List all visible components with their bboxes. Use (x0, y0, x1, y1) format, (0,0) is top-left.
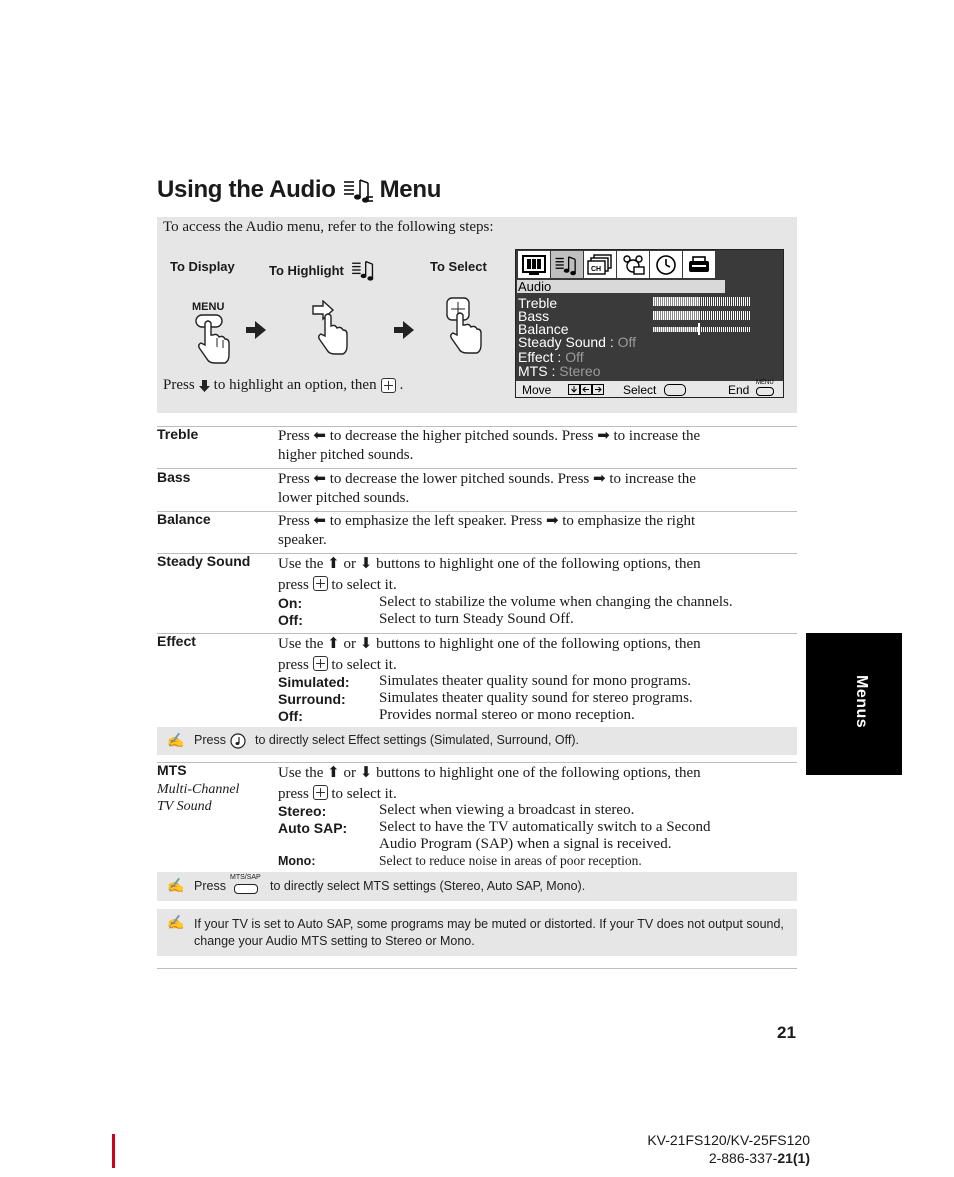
select-button-icon (313, 576, 328, 591)
press-after-text: to highlight an option, then (213, 377, 377, 393)
mts-subtitle-line2: TV Sound (157, 799, 212, 814)
option-mono: Mono: (278, 854, 316, 868)
to-select-label: To Select (430, 259, 487, 274)
side-tab (806, 633, 902, 775)
tv-menu-iconbar (518, 251, 715, 278)
desc-mts: Use the ⬆︎ or ⬇︎ buttons to highlight one of the following options, then press to select it. (278, 765, 701, 802)
term-bass: Bass (157, 469, 191, 485)
pencil-note-icon: ✍ (167, 732, 185, 748)
tv-item-mts: MTS : Stereo (518, 363, 601, 379)
mts-sap-button-label: MTS/SAP (230, 874, 261, 881)
desc-steady-sound: Use the ⬆︎ or ⬇︎ buttons to highlight one of the following options, then press to select it. (278, 556, 701, 593)
option-auto-sap: Auto SAP: (278, 820, 348, 836)
model-line2: 2-886-337-21(1) (708, 1150, 810, 1166)
audio-note-icon (348, 259, 380, 281)
model-line1: KV-21FS120/KV-25FS120 (647, 1132, 810, 1148)
timer-icon (650, 251, 682, 278)
hand-press-icon (191, 313, 235, 365)
auto-sap-note (157, 909, 797, 956)
audio-note-icon (342, 177, 374, 203)
select-button-icon (313, 785, 328, 800)
mts-note-text: to directly select MTS settings (Stereo, Auto SAP, Mono). (270, 879, 586, 893)
option-surround: Surround: (278, 691, 346, 707)
mts-sap-button-icon (234, 884, 258, 894)
option-effect-off-desc: Provides normal stereo or mono reception. (379, 707, 635, 723)
arrow-down-icon: ⬇︎ (359, 556, 373, 572)
page-number: 21 (777, 1023, 796, 1042)
page-title (157, 176, 441, 204)
desc-bass: Press ⬅︎ to decrease the lower pitched sounds. Press ➡︎ to increase the lower pitched sounds. (278, 471, 696, 506)
sound-effect-button-icon (230, 733, 246, 749)
tv-audio-menu-screen (515, 249, 784, 398)
picture-icon (518, 251, 550, 278)
red-margin-bar (112, 1134, 115, 1168)
option-off-desc: Select to turn Steady Sound Off. (379, 611, 574, 627)
tv-footer-select: Select (623, 383, 657, 397)
option-surround-desc: Simulates theater quality sound for stereo programs. (379, 690, 693, 706)
channel-icon (584, 251, 616, 278)
arrow-right-icon: ➡︎ (597, 428, 610, 444)
arrow-right-icon: ➡︎ (593, 471, 606, 487)
auto-sap-note-line2: change your Audio MTS setting to Stereo or Mono. (194, 934, 475, 948)
tv-item-balance: Balance (518, 321, 569, 337)
arrow-right-icon (394, 321, 414, 339)
effect-note-text: to directly select Effect settings (Simulated, Surround, Off). (255, 733, 579, 747)
menu-button-label: MENU (192, 301, 225, 313)
menu-press-illustration (191, 301, 235, 365)
press-end-text: . (399, 377, 404, 393)
balance-level-meter (653, 327, 750, 332)
tv-menu-header: Audio (517, 280, 725, 293)
svg-text:CH: CH (591, 265, 602, 273)
bass-level-meter (653, 311, 750, 320)
tv-footer-move: Move (522, 383, 552, 397)
mts-subtitle-line1: Multi-Channel (157, 782, 240, 797)
option-effect-off: Off: (278, 708, 303, 724)
setup-icon (683, 251, 715, 278)
tv-footer-menu-small: MENU (756, 380, 774, 386)
option-auto-sap-desc: Select to have the TV automatically switch to a Second (379, 819, 711, 835)
arrow-up-icon: ⬆︎ (327, 765, 340, 781)
tv-item-steady-sound: Steady Sound : Off (518, 334, 637, 350)
menu-button-icon (756, 387, 774, 396)
title-text-after: Menu (379, 176, 442, 203)
term-treble: Treble (157, 426, 199, 442)
effect-note-press: Press (194, 733, 226, 747)
select-button-icon (381, 378, 396, 393)
arrow-up-icon: ⬆︎ (327, 636, 340, 652)
option-auto-sap-desc-2: Audio Program (SAP) when a signal is received. (379, 836, 672, 852)
audio-icon (551, 251, 583, 278)
treble-level-meter (653, 297, 750, 306)
pencil-note-icon: ✍ (167, 877, 185, 893)
steps-instruction (163, 377, 403, 394)
option-on-desc: Select to stabilize the volume when changing the channels. (379, 594, 733, 610)
tv-menu-footer (516, 381, 783, 397)
side-tab-label: Menus (853, 675, 870, 729)
arrow-left-icon: ⬅︎ (313, 428, 326, 444)
desc-effect: Use the ⬆︎ or ⬇︎ buttons to highlight one of the following options, then press to select it. (278, 636, 701, 673)
steps-intro: To access the Audio menu, refer to the following steps: (163, 219, 494, 235)
tv-item-treble: Treble (518, 295, 558, 311)
bottom-divider (157, 968, 797, 969)
pencil-note-icon: ✍ (167, 914, 185, 930)
hand-arrow-icon (309, 300, 351, 356)
press-text: Press (163, 377, 195, 393)
tv-footer-end: End (728, 383, 750, 397)
arrow-down-icon: ⬇︎ (359, 636, 373, 652)
term-mts: MTS (157, 762, 187, 778)
option-mono-desc: Select to reduce noise in areas of poor reception. (379, 853, 642, 868)
to-highlight-text: To Highlight (269, 262, 344, 278)
balance-center-marker (698, 323, 700, 335)
arrow-left-icon: ⬅︎ (313, 471, 326, 487)
tv-item-bass: Bass (518, 308, 550, 324)
model-info (600, 1131, 810, 1167)
term-effect: Effect (157, 633, 196, 649)
option-stereo: Stereo: (278, 803, 327, 819)
option-off: Off: (278, 612, 303, 628)
arrow-left-icon: ⬅︎ (313, 513, 326, 529)
mts-note (157, 872, 797, 901)
mts-note-press: Press (194, 879, 226, 893)
divider (157, 468, 797, 469)
auto-sap-note-line1: If your TV is set to Auto SAP, some programs may be muted or distorted. If your TV does not output sound, (194, 917, 784, 931)
select-button-icon (664, 384, 686, 396)
desc-treble: Press ⬅︎ to decrease the higher pitched sounds. Press ➡︎ to increase the higher pitched sounds. (278, 428, 701, 463)
desc-balance: Press ⬅︎ to emphasize the left speaker. Press ➡︎ to emphasize the right speaker. (278, 513, 696, 548)
arrow-up-icon: ⬆︎ (327, 556, 340, 572)
option-simulated: Simulated: (278, 674, 350, 690)
to-display-label: To Display (170, 259, 235, 274)
arrow-down-icon: ⬇︎ (359, 765, 373, 781)
arrow-right-icon: ➡︎ (545, 513, 559, 529)
parent-icon (617, 251, 649, 278)
hand-select-icon (445, 297, 487, 355)
option-simulated-desc: Simulates theater quality sound for mono programs. (379, 673, 692, 689)
arrow-down-icon (199, 380, 210, 392)
arrow-right-icon (246, 321, 266, 339)
tv-item-effect: Effect : Off (518, 349, 584, 365)
term-steady-sound: Steady Sound (157, 553, 251, 569)
effect-note (157, 727, 797, 755)
term-balance: Balance (157, 511, 211, 527)
option-stereo-desc: Select when viewing a broadcast in stereo. (379, 802, 635, 818)
option-on: On: (278, 595, 303, 611)
select-button-icon (313, 656, 328, 671)
to-highlight-label (269, 259, 380, 281)
move-arrows-icon (568, 384, 604, 398)
title-text-before: Using the Audio (157, 176, 336, 203)
